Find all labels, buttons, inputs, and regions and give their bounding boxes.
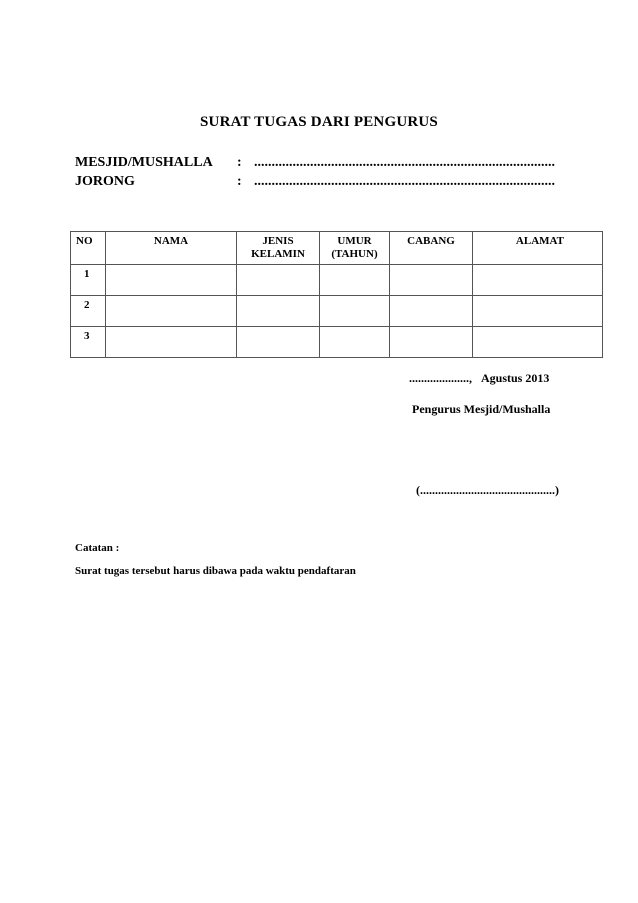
header-umur — [320, 232, 390, 265]
cell-cabang — [390, 296, 473, 327]
cell-alamat — [473, 296, 603, 327]
cell-umur — [320, 296, 390, 327]
notes-label: Catatan : — [75, 542, 120, 554]
row-number: 2 — [71, 296, 106, 327]
info-value-mesjid: ...................................................................................... — [254, 155, 555, 170]
info-label-jorong: JORONG — [75, 174, 135, 189]
info-colon-jorong: : — [237, 174, 242, 189]
signature-date-text: Agustus 2013 — [481, 371, 550, 385]
header-umur-line2: (TAHUN) — [331, 248, 378, 260]
row-number: 1 — [71, 265, 106, 296]
info-label-mesjid: MESJID/MUSHALLA — [75, 155, 213, 170]
info-value-jorong: ...................................................................................... — [254, 174, 555, 189]
table-row — [71, 327, 603, 358]
signature-date-dots: ...................., — [409, 371, 472, 385]
header-jenis-line1: JENIS — [262, 235, 294, 247]
cell-nama — [106, 296, 237, 327]
notes-text: Surat tugas tersebut harus dibawa pada waktu pendaftaran — [75, 565, 356, 577]
table-row — [71, 265, 603, 296]
table-row — [71, 296, 603, 327]
table-header-row — [71, 232, 603, 265]
cell-alamat — [473, 327, 603, 358]
cell-alamat — [473, 265, 603, 296]
cell-jenis-kelamin — [237, 327, 320, 358]
info-colon-mesjid: : — [237, 155, 242, 170]
cell-cabang — [390, 265, 473, 296]
cell-cabang — [390, 327, 473, 358]
cell-umur — [320, 265, 390, 296]
header-jenis-kelamin — [237, 232, 320, 265]
header-jenis-line2: KELAMIN — [251, 248, 305, 260]
cell-jenis-kelamin — [237, 265, 320, 296]
cell-nama — [106, 327, 237, 358]
header-alamat: ALAMAT — [473, 232, 603, 265]
cell-jenis-kelamin — [237, 296, 320, 327]
signature-role: Pengurus Mesjid/Mushalla — [412, 402, 551, 416]
document-title: SURAT TUGAS DARI PENGURUS — [200, 114, 438, 130]
cell-umur — [320, 327, 390, 358]
header-no: NO — [71, 232, 106, 265]
signature-date — [409, 371, 549, 386]
header-cabang: CABANG — [390, 232, 473, 265]
header-umur-line1: UMUR — [337, 235, 372, 247]
roster-table — [70, 231, 603, 358]
row-number: 3 — [71, 327, 106, 358]
signature-name-placeholder: (.............................................) — [416, 483, 559, 497]
header-nama: NAMA — [106, 232, 237, 265]
cell-nama — [106, 265, 237, 296]
